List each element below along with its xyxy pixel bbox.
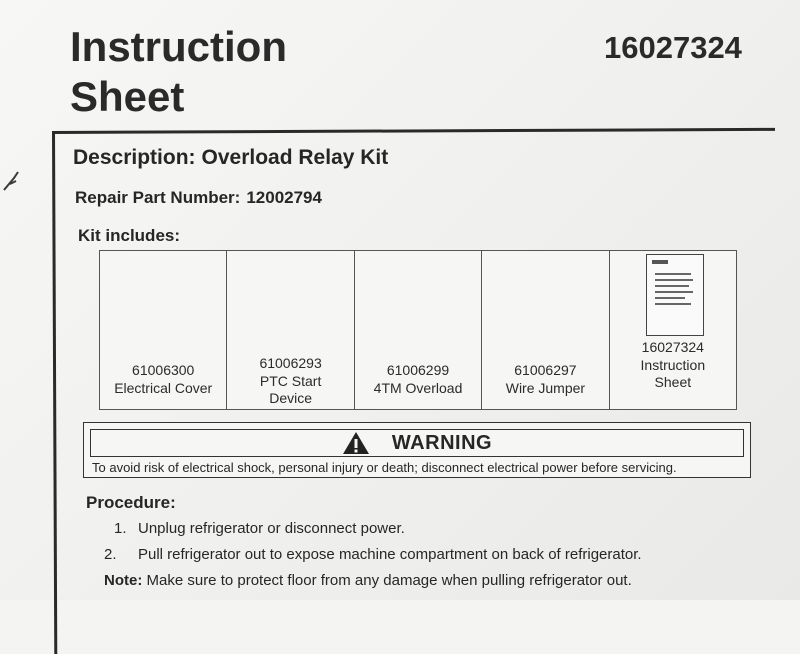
procedure-note xyxy=(104,572,632,589)
kit-item-name: PTC Start Device xyxy=(259,373,322,406)
description-line xyxy=(73,146,388,170)
kit-item-name: Electrical Cover xyxy=(114,380,213,396)
kit-table xyxy=(99,250,737,410)
note-label: Note: xyxy=(104,572,143,589)
procedure-step xyxy=(114,520,405,537)
title-line-2: Sheet xyxy=(70,73,185,120)
step-number: 2. xyxy=(104,546,117,563)
note-text: Make sure to protect floor from any damage when pulling refrigerator out. xyxy=(146,572,632,589)
warning-text: To avoid risk of electrical shock, personal injury or death; disconnect electrical power before servicing. xyxy=(92,460,677,475)
page-title xyxy=(70,22,287,122)
warning-triangle-icon xyxy=(342,431,370,455)
kit-item-name: Instruction Sheet xyxy=(640,357,706,390)
kit-item xyxy=(100,251,227,409)
title-line-1: Instruction xyxy=(70,23,287,70)
repair-part-value: 12002794 xyxy=(246,188,322,207)
kit-item-part: 16027324 xyxy=(641,339,704,355)
procedure-label: Procedure: xyxy=(86,493,176,512)
kit-item-part: 61006297 xyxy=(514,362,577,378)
document-number: 16027324 xyxy=(604,30,742,65)
repair-part-line xyxy=(75,188,322,208)
kit-item-name: Wire Jumper xyxy=(505,380,586,396)
warning-header xyxy=(90,429,744,457)
kit-item xyxy=(610,251,736,409)
document-icon xyxy=(646,254,704,336)
procedure-step xyxy=(104,546,642,563)
kit-includes-label: Kit includes: xyxy=(78,226,181,245)
step-text: Pull refrigerator out to expose machine compartment on back of refrigerator. xyxy=(138,546,642,563)
step-number: 1. xyxy=(114,520,127,537)
warning-title: WARNING xyxy=(391,431,493,454)
pen-mark-icon xyxy=(2,168,24,194)
step-text: Unplug refrigerator or disconnect power. xyxy=(138,520,405,537)
kit-item xyxy=(355,251,482,409)
kit-item-part: 61006300 xyxy=(132,362,195,378)
description-value: Overload Relay Kit xyxy=(201,146,389,169)
kit-item xyxy=(227,251,354,409)
kit-item-part: 61006293 xyxy=(259,355,322,371)
kit-item xyxy=(482,251,609,409)
kit-item-name: 4TM Overload xyxy=(373,380,463,396)
description-label: Description: xyxy=(73,146,196,169)
kit-item-part: 61006299 xyxy=(386,362,450,378)
warning-box xyxy=(83,422,751,478)
repair-part-label: Repair Part Number: xyxy=(75,188,241,207)
